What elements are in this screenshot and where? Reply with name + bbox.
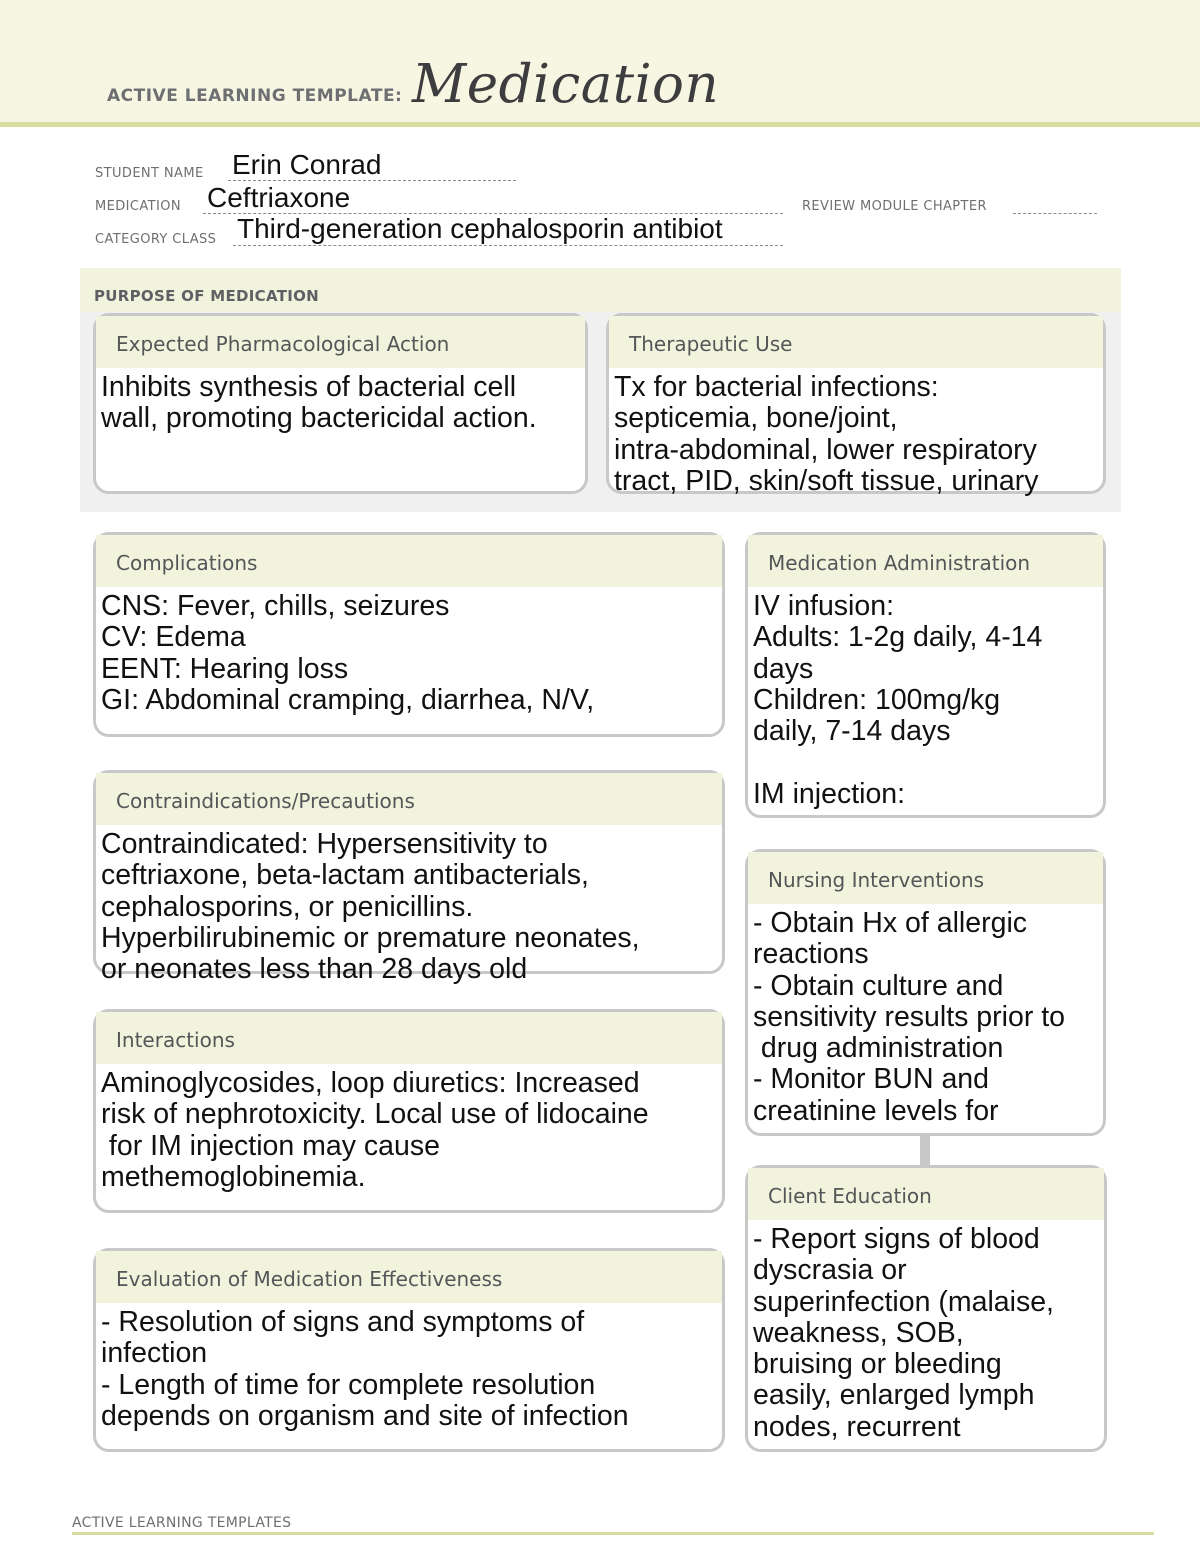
- complications-text[interactable]: CNS: Fever, chills, seizures CV: Edema EENT: Hearing loss GI: Abdominal cramping, diarrhea, N/V,: [101, 590, 595, 716]
- evaluation-text[interactable]: - Resolution of signs and symptoms of infection - Length of time for complete resolution depends on organism and site of infection: [101, 1306, 629, 1432]
- contraindications-text[interactable]: Contraindicated: Hypersensitivity to ceftriaxone, beta-lactam antibacterials, cephalosporins, or penicillins. Hyperbilirubinemic or premature neonates, or neonates less than 28 days old: [101, 828, 640, 986]
- therapeutic-use-box: [606, 313, 1106, 497]
- administration-text[interactable]: IV infusion: Adults: 1-2g daily, 4-14 days Children: 100mg/kg daily, 7-14 days IM injection:: [753, 590, 1043, 810]
- category-class-field[interactable]: Third-generation cephalosporin antibiot: [237, 213, 723, 244]
- page-title: Medication: [412, 54, 720, 115]
- student-name-label: STUDENT NAME: [95, 166, 204, 181]
- therapeutic-use-title: Therapeutic Use: [609, 316, 1103, 368]
- nursing-title: Nursing Interventions: [748, 852, 1103, 904]
- interactions-title: Interactions: [96, 1012, 722, 1064]
- nursing-text[interactable]: - Obtain Hx of allergic reactions - Obtain culture and sensitivity results prior to drug administration - Monitor BUN and creatinine levels for: [753, 907, 1066, 1127]
- category-class-underline: [233, 245, 783, 246]
- nursing-box: [745, 849, 1106, 1136]
- footer-label: ACTIVE LEARNING TEMPLATES: [72, 1515, 292, 1531]
- administration-box: [745, 532, 1106, 818]
- complications-box: [93, 532, 725, 737]
- template-label: ACTIVE LEARNING TEMPLATE:: [107, 86, 403, 106]
- interactions-text[interactable]: Aminoglycosides, loop diuretics: Increased risk of nephrotoxicity. Local use of lidocaine for IM injection may cause methemoglobinemia.: [101, 1067, 649, 1193]
- expected-action-title: Expected Pharmacological Action: [96, 316, 585, 368]
- therapeutic-use-text[interactable]: Tx for bacterial infections: septicemia, bone/joint, intra-abdominal, lower respiratory tract, PID, skin/soft tissue, urinary: [614, 371, 1039, 497]
- client-education-box: [745, 1165, 1107, 1452]
- expected-action-text[interactable]: Inhibits synthesis of bacterial cell wall, promoting bactericidal action.: [101, 371, 537, 435]
- review-module-label: REVIEW MODULE CHAPTER: [802, 199, 987, 214]
- medication-label: MEDICATION: [95, 199, 181, 214]
- nursing-education-connector: [920, 1135, 930, 1167]
- purpose-label: PURPOSE OF MEDICATION: [94, 287, 320, 305]
- client-education-text[interactable]: - Report signs of blood dyscrasia or superinfection (malaise, weakness, SOB, bruising or bleeding easily, enlarged lymph nodes, recurrent: [753, 1223, 1054, 1443]
- footer-rule: [72, 1532, 1154, 1535]
- interactions-box: [93, 1009, 725, 1213]
- evaluation-title: Evaluation of Medication Effectiveness: [96, 1251, 722, 1303]
- medication-field[interactable]: Ceftriaxone: [207, 182, 351, 213]
- header-rule: [0, 122, 1200, 127]
- review-module-underline: [1013, 213, 1097, 214]
- expected-action-box: [93, 313, 588, 494]
- administration-title: Medication Administration: [748, 535, 1103, 587]
- student-name-field[interactable]: Erin Conrad: [232, 149, 382, 180]
- evaluation-box: [93, 1248, 725, 1452]
- contraindications-title: Contraindications/Precautions: [96, 773, 722, 825]
- contraindications-box: [93, 770, 725, 986]
- category-class-label: CATEGORY CLASS: [95, 232, 217, 247]
- complications-title: Complications: [96, 535, 722, 587]
- client-education-title: Client Education: [748, 1168, 1104, 1220]
